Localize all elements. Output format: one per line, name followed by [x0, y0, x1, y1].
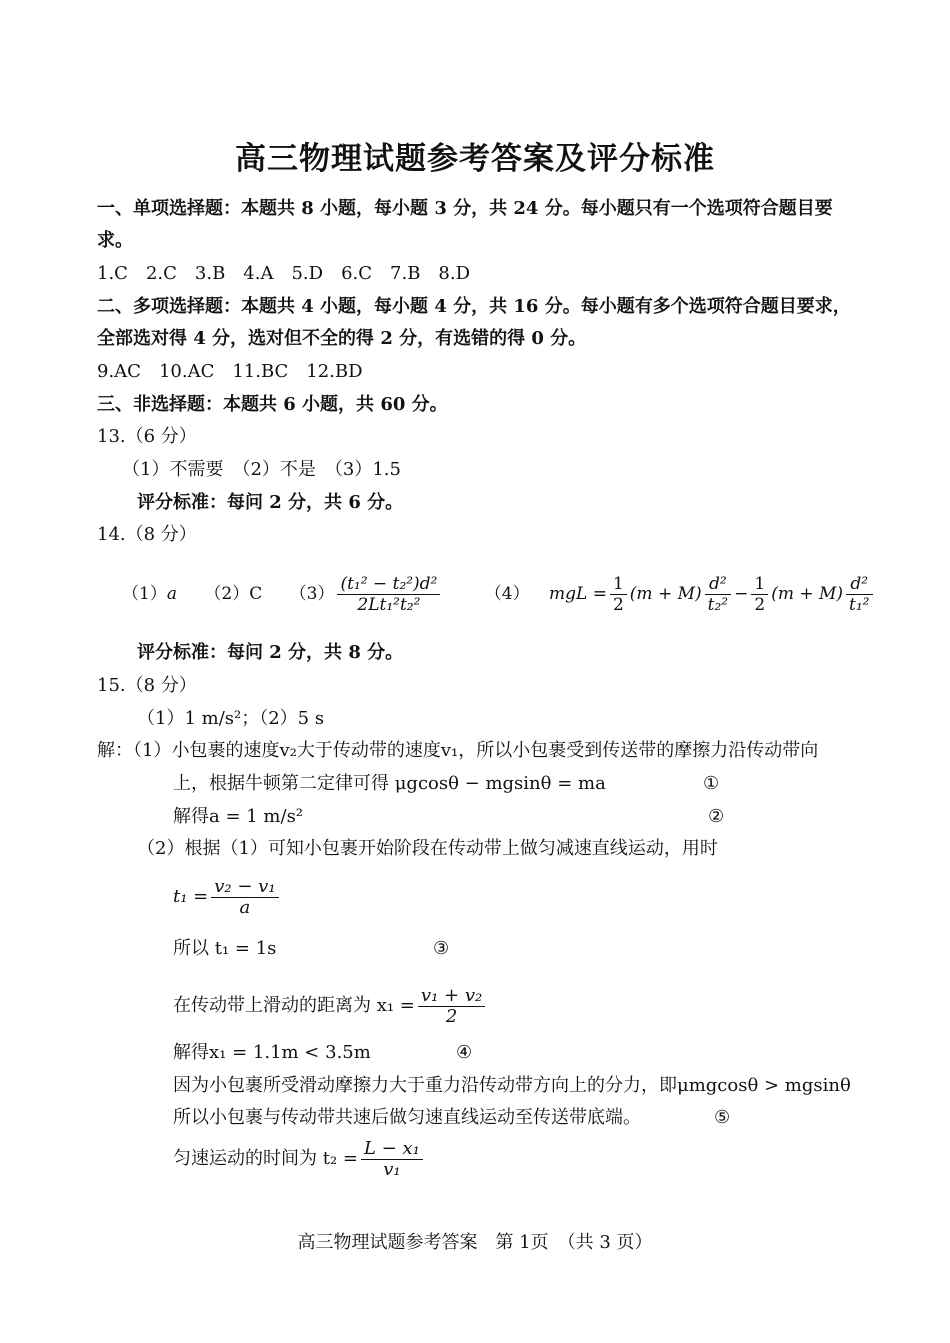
- mark-5: ⑤: [714, 1107, 731, 1128]
- q15-answers: （1）1 m/s²；（2）5 s: [137, 708, 325, 729]
- q15-label: 15.（8 分）: [97, 675, 197, 696]
- q15-solution-line4: （2）根据（1）可知小包裹开始阶段在传动带上做匀减速直线运动，用时: [137, 838, 718, 859]
- section2-answers: 9.AC 10.AC 11.BC 12.BD: [97, 361, 363, 382]
- q14-part3: （3）: [289, 584, 335, 604]
- section1-header-cont: 求。: [97, 230, 133, 251]
- q14-part2: （2）C: [204, 584, 263, 604]
- q14-scoring: 评分标准：每问 2 分，共 8 分。: [137, 642, 404, 663]
- section3-header: 三、非选择题：本题共 6 小题，共 60 分。: [97, 394, 448, 415]
- mark-2: ②: [708, 806, 725, 827]
- mark-3: ③: [433, 938, 450, 959]
- t1-formula: t₁ = $\frac{\text{v₂ − v₁}}{a}$: [173, 876, 282, 918]
- q15-solution-line9: 所以小包裹与传动带共速后做匀速直线运动至传送带底端。: [173, 1107, 641, 1128]
- q13-answers: （1）不需要 （2）不是 （3）1.5: [122, 459, 401, 480]
- q15-solution-line1: 解：（1）小包裹的速度v₂大于传动带的速度v₁，所以小包裹受到传送带的摩擦力沿传动带向: [97, 740, 819, 761]
- mark-1: ①: [703, 773, 720, 794]
- q14-label: 14.（8 分）: [97, 524, 197, 545]
- x1-formula: 在传动带上滑动的距离为 x₁ = $\frac{\text{v₁ + v₂}}{2}$: [173, 985, 488, 1027]
- q14-mass-sum-2: (m + M): [771, 584, 844, 604]
- q13-scoring: 评分标准：每问 2 分，共 6 分。: [137, 492, 404, 513]
- q14-part3-fraction: $\frac{\text{(t₁² − t₂²)d²}}{\text{2Lt₁²t₂²}}$: [337, 574, 440, 615]
- page-footer: 高三物理试题参考答案 第 1页 （共 3 页）: [297, 1232, 653, 1253]
- q13-label: 13.（6 分）: [97, 426, 197, 447]
- section1-header: 一、单项选择题：本题共 8 小题，每小题 3 分，共 24 分。每小题只有一个选项符合题目要: [97, 198, 833, 219]
- q14-half-1: $\frac{1}{2}$: [610, 574, 627, 615]
- q14-ratio-1: $\frac{\text{d²}}{\text{t₂²}}$: [705, 574, 731, 615]
- q15-solution-line3: 解得a = 1 m/s²: [173, 806, 304, 827]
- q14-part4-lhs: mgL =: [549, 584, 607, 604]
- q15-solution-line2: 上，根据牛顿第二定律可得 μgcosθ − mgsinθ = ma: [173, 773, 606, 794]
- q15-solution-line7: 解得x₁ = 1.1m < 3.5m: [173, 1042, 371, 1063]
- mark-4: ④: [456, 1042, 473, 1063]
- q14-mass-sum-1: (m + M): [629, 584, 702, 604]
- section1-answers: 1.C 2.C 3.B 4.A 5.D 6.C 7.B 8.D: [97, 263, 471, 284]
- q14-ratio-2: $\frac{\text{d²}}{\text{t₁²}}$: [846, 574, 872, 615]
- q15-solution-line8: 因为小包裹所受滑动摩擦力大于重力沿传动带方向上的分力，即μmgcosθ > mgsinθ: [173, 1075, 851, 1096]
- q14-minus: −: [734, 584, 749, 604]
- q14-answers: [122, 572, 876, 616]
- q14-part1-answer: a: [166, 584, 177, 604]
- section2-header-cont: 全部选对得 4 分，选对但不全的得 2 分，有选错的得 0 分。: [97, 328, 587, 349]
- t2-formula: 匀速运动的时间为 t₂ = $\frac{\text{L − x₁}}{\text{v₁}}$: [173, 1138, 426, 1180]
- q14-part1: （1）: [122, 584, 167, 604]
- q14-part4: （4）: [484, 584, 530, 604]
- q14-half-2: $\frac{1}{2}$: [751, 574, 768, 615]
- q15-solution-line5: 所以 t₁ = 1s: [173, 938, 277, 959]
- section2-header: 二、多项选择题：本题共 4 小题，每小题 4 分，共 16 分。每小题有多个选项符合题目要求，: [97, 296, 851, 317]
- page-title: 高三物理试题参考答案及评分标准: [235, 141, 715, 177]
